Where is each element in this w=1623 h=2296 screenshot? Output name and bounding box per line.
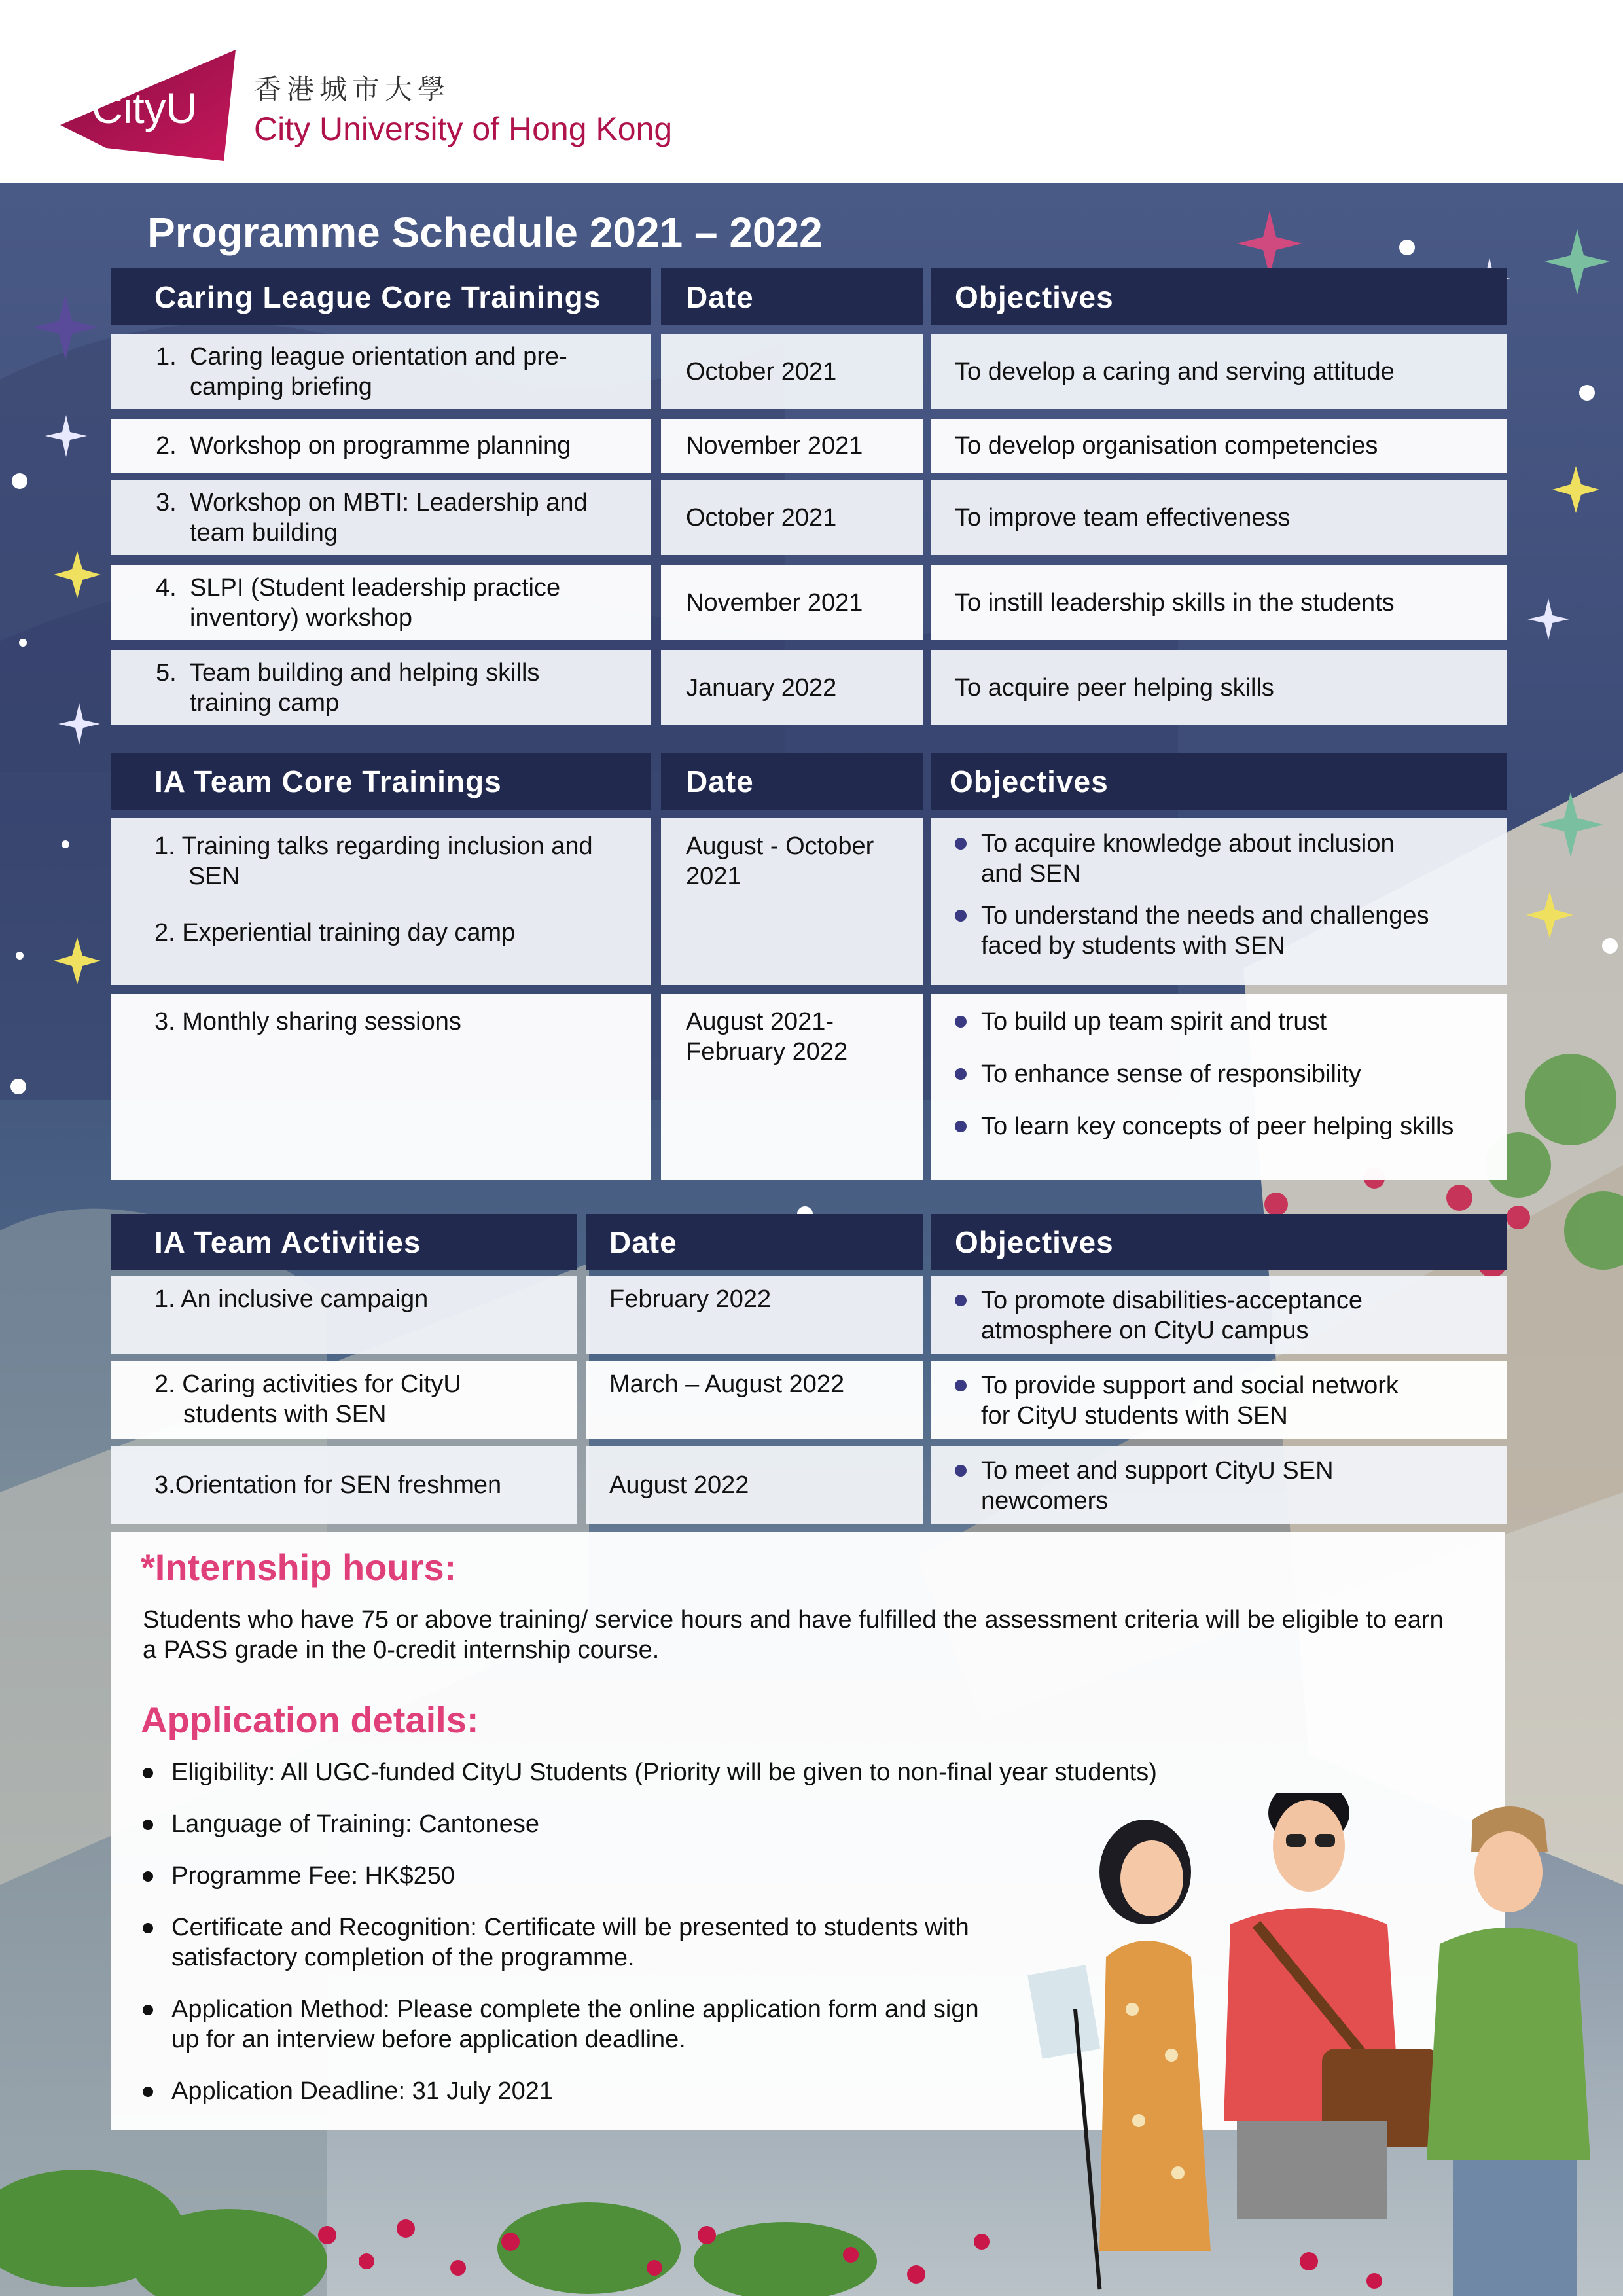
training-date-cell (661, 818, 923, 985)
ia-trainings-date-header: Date (661, 753, 923, 810)
training-item: Workshop on MBTI: Leadership and team building (190, 488, 588, 547)
training-item: 1. Training talks regarding inclusion and SEN (154, 833, 593, 890)
table-row (111, 419, 651, 473)
application-item: Application Method: Please complete the online application form and sign up for an interview before application deadline. (143, 1994, 993, 2054)
bullet-icon (955, 1016, 967, 1028)
row-number: 5. (156, 658, 177, 687)
training-objective: To develop a caring and serving attitude (931, 334, 1507, 409)
core-trainings-header: Caring League Core Trainings (111, 268, 651, 325)
training-objective: To acquire peer helping skills (931, 650, 1507, 725)
table-row (111, 994, 651, 1180)
activity-objective: To meet and support CityU SEN newcomers (931, 1446, 1507, 1524)
bullet-icon (955, 1380, 967, 1391)
application-item: Certificate and Recognition: Certificate will be presented to students with satisfactory completion of the programme. (143, 1912, 993, 1973)
table-row (111, 1361, 577, 1439)
page-header (0, 0, 1623, 183)
row-number: 4. (156, 573, 177, 601)
training-item: Workshop on programme planning (190, 432, 571, 459)
objective-item: To learn key concepts of peer helping skills (955, 1111, 1507, 1141)
bullet-icon (143, 1923, 153, 1933)
training-objective: To improve team effectiveness (931, 480, 1507, 555)
activity-item: 2. Caring activities for CityU students with SEN (154, 1371, 461, 1428)
table-row (111, 480, 651, 555)
training-item: Team building and helping skills training camp (190, 658, 540, 717)
row-number: 3. (156, 488, 177, 516)
page-title: Programme Schedule 2021 – 2022 (147, 209, 823, 256)
training-objective: To develop organisation competencies (931, 419, 1507, 473)
cityu-logo-icon (60, 50, 240, 161)
row-number: 2. (156, 432, 177, 459)
objective-item: To acquire knowledge about inclusion and SEN (955, 829, 1507, 889)
application-heading: Application details: (141, 1699, 479, 1740)
training-objective: To instill leadership skills in the students (931, 565, 1507, 640)
bullet-icon (143, 1768, 153, 1778)
bullet-icon (955, 1121, 967, 1132)
training-item: SLPI (Student leadership practice inventory) workshop (190, 573, 561, 632)
objective-item: To understand the needs and challenges faced by students with SEN (955, 901, 1507, 961)
ia-activities-objectives-header: Objectives (931, 1214, 1507, 1270)
training-item: Caring league orientation and pre-camping briefing (190, 342, 567, 401)
training-item: 3. Monthly sharing sessions (154, 1008, 461, 1035)
table-row (111, 1276, 577, 1354)
activity-date: August 2022 (586, 1446, 923, 1524)
activity-item: 1. An inclusive campaign (154, 1285, 429, 1313)
bullet-icon (955, 838, 967, 850)
bullet-icon (143, 1820, 153, 1830)
training-date: August 2021- February 2022 (686, 1008, 848, 1066)
training-objectives (931, 818, 1507, 985)
bullet-icon (955, 1295, 967, 1306)
bullet-icon (143, 1871, 153, 1882)
training-date-cell (661, 994, 923, 1180)
application-item: Application Deadline: 31 July 2021 (143, 2076, 993, 2106)
activity-objective: To promote disabilities-acceptance atmosphere on CityU campus (931, 1276, 1507, 1354)
training-date: January 2022 (661, 650, 923, 725)
objective-item: To enhance sense of responsibility (955, 1059, 1507, 1089)
table-row (111, 650, 651, 725)
ia-trainings-header: IA Team Core Trainings (111, 753, 651, 810)
table-row (111, 1446, 577, 1524)
table-row (111, 818, 651, 985)
internship-text: Students who have 75 or above training/ service hours and have fulfilled the assessment criteria will be eligible to earn a PASS grade in the 0-credit internship course. (143, 1606, 1444, 1664)
table-row (111, 565, 651, 640)
university-name-zh: 香港城市大學 (254, 73, 451, 105)
training-date: August - October 2021 (686, 833, 874, 890)
application-item: Language of Training: Cantonese (143, 1809, 993, 1839)
core-trainings-objectives-header: Objectives (931, 268, 1507, 325)
bullet-icon (955, 910, 967, 922)
bullet-icon (143, 2005, 153, 2015)
activity-objective: To provide support and social network for CityU students with SEN (931, 1361, 1507, 1439)
training-date: October 2021 (661, 334, 923, 409)
row-number: 1. (156, 342, 177, 370)
training-item: 2. Experiential training day camp (154, 919, 516, 946)
training-date: November 2021 (661, 419, 923, 473)
application-item: Programme Fee: HK$250 (143, 1861, 993, 1891)
ia-trainings-objectives-header: Objectives (931, 753, 1507, 810)
logo-text: CityU (92, 84, 198, 132)
bullet-icon (955, 1068, 967, 1080)
training-date: October 2021 (661, 480, 923, 555)
activity-date: February 2022 (586, 1276, 923, 1354)
table-row (111, 334, 651, 409)
footer-foliage (0, 2130, 1623, 2296)
training-date: November 2021 (661, 565, 923, 640)
training-objectives (931, 994, 1507, 1180)
activity-date: March – August 2022 (586, 1361, 923, 1439)
internship-heading: *Internship hours: (141, 1547, 457, 1588)
objective-item: To build up team spirit and trust (955, 1007, 1507, 1037)
university-name-en: City University of Hong Kong (254, 111, 673, 147)
ia-activities-date-header: Date (586, 1214, 923, 1270)
activity-item: 3.Orientation for SEN freshmen (154, 1471, 502, 1499)
application-item: Eligibility: All UGC-funded CityU Students (Priority will be given to non-final year students) (143, 1757, 1386, 1787)
ia-activities-header: IA Team Activities (111, 1214, 577, 1270)
bullet-icon (143, 2087, 153, 2097)
bullet-icon (955, 1465, 967, 1477)
core-trainings-date-header: Date (661, 268, 923, 325)
